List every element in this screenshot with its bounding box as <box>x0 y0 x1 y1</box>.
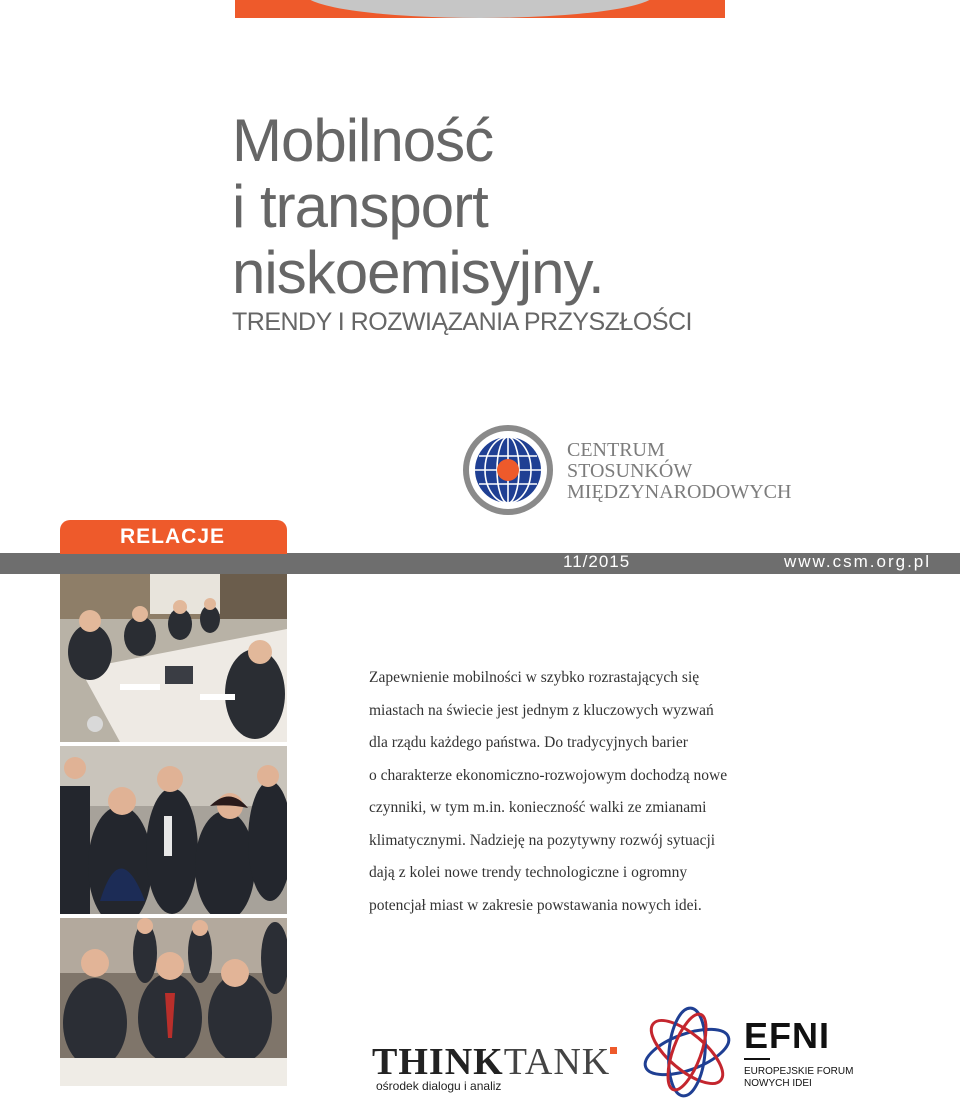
efni-full-name-line-1: EUROPEJSKIE FORUM <box>744 1066 854 1077</box>
photo-conference-table <box>60 574 287 742</box>
thinktank-logo <box>372 1043 617 1093</box>
intro-line: czynniki, w tym m.in. konieczność walki ze zmianami <box>369 799 707 816</box>
publisher-name <box>567 440 791 503</box>
efni-acronym: EFNI <box>744 1015 831 1056</box>
intro-text <box>369 665 769 925</box>
thinktank-name-part-1: THINK <box>372 1041 504 1083</box>
intro-line: dają z kolei nowe trendy technologiczne i ogromny <box>369 864 688 881</box>
website-url: www.csm.org.pl <box>784 552 932 571</box>
title-line-1: Mobilność <box>232 107 494 174</box>
thinktank-tagline: ośrodek dialogu i analiz <box>376 1079 502 1093</box>
publisher-name-line-1: CENTRUM <box>567 439 665 461</box>
issue-number: 11/2015 <box>563 552 631 571</box>
page-title <box>232 108 604 306</box>
publisher-name-line-3: MIĘDZYNARODOWYCH <box>567 481 792 503</box>
thinktank-dot-icon <box>610 1047 617 1054</box>
page-subtitle: TRENDY I ROZWIĄZANIA PRZYSZŁOŚCI <box>232 308 692 336</box>
intro-line: klimatycznymi. Nadzieję na pozytywny rozwój sytuacji <box>369 831 716 849</box>
intro-line: dla rządu każdego państwa. Do tradycyjnych barier <box>369 734 688 751</box>
thinktank-name <box>372 1043 617 1081</box>
intro-line: potencjał miast w zakresie powstawania nowych idei. <box>369 896 702 914</box>
top-decoration <box>235 0 725 18</box>
efni-full-name <box>744 1066 853 1090</box>
intro-line: miastach na świecie jest jednym z kluczowych wyzwań <box>369 701 714 719</box>
csm-globe-logo-icon <box>462 424 554 516</box>
title-line-2: i transport <box>232 173 488 240</box>
photo-group-conversation <box>60 746 287 914</box>
series-label: RELACJE <box>60 520 287 554</box>
intro-line: Zapewnienie mobilności w szybko rozrastających się <box>369 669 700 686</box>
efni-orbit-logo-icon <box>640 1005 735 1100</box>
efni-divider <box>744 1058 770 1060</box>
publisher-name-line-2: STOSUNKÓW <box>567 460 693 482</box>
thinktank-name-part-2: TANK <box>503 1041 611 1083</box>
title-line-3: niskoemisyjny. <box>232 239 604 306</box>
intro-line: o charakterze ekonomiczno-rozwojowym dochodzą nowe <box>369 766 728 784</box>
efni-full-name-line-2: NOWYCH IDEI <box>744 1078 812 1089</box>
photo-panel-discussion <box>60 918 287 1086</box>
